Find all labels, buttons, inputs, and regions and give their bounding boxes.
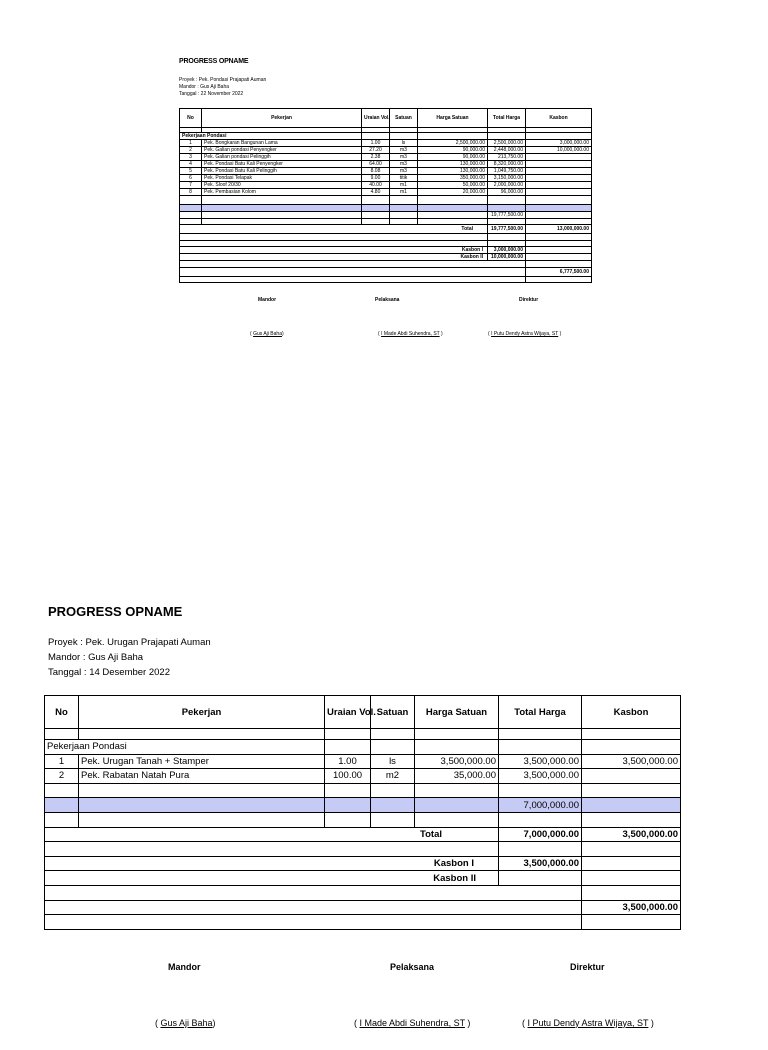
header-volume: Uraian Vol.: [325, 696, 371, 729]
signature-block: [44, 930, 680, 1050]
header-kasbon: Kasbon: [582, 696, 681, 729]
item-kasbon: [526, 161, 592, 168]
item-no: 8: [180, 189, 202, 196]
kasbon1-value: 3,000,000.00: [488, 247, 526, 254]
header-harga-satuan: Harga Satuan: [418, 109, 488, 128]
section-row: [45, 740, 681, 755]
header-no: No: [45, 696, 79, 729]
mandor-line: Mandor : Gus Aji Baha: [48, 652, 144, 663]
item-volume: 100.00: [325, 769, 371, 784]
item-name: Pek. Pembasian Kolom: [202, 189, 362, 196]
table-row: [180, 175, 592, 182]
total-label: Total: [45, 827, 499, 842]
document-meta: [179, 77, 591, 98]
kasbon2-label: Kasbon II: [45, 871, 499, 886]
item-total: 96,000.00: [488, 189, 526, 196]
total-kasbon-value: 3,500,000.00: [582, 827, 681, 842]
item-volume: 8.08: [362, 168, 390, 175]
pelaksana-name: I Made Abdi Suhendra, ST: [381, 331, 440, 337]
kasbon1-row: [180, 247, 592, 254]
kasbon1-value: 3,500,000.00: [499, 856, 582, 871]
header-volume: Uraian Vol.: [362, 109, 390, 128]
pelaksana-signature: ( I Made Abdi Suhendra, ST ): [354, 1017, 471, 1028]
item-price: 350,000.00: [418, 175, 488, 182]
kasbon1-row: [45, 856, 681, 871]
direktur-signature: ( I Putu Dendy Astra Wijaya, ST ): [522, 1017, 654, 1028]
item-volume: 9.00: [362, 175, 390, 182]
document-title: PROGRESS OPNAME: [179, 58, 249, 65]
item-name: Pek. Bongkaran Bangunan Lama: [202, 140, 362, 147]
kasbon2-label: Kasbon II: [180, 254, 488, 261]
header-kasbon: Kasbon: [526, 109, 592, 128]
table-row: [180, 189, 592, 196]
table-row: [180, 168, 592, 175]
direktur-name: I Putu Dendy Astra Wijaya, ST: [491, 331, 559, 337]
item-price: 90,000.00: [418, 147, 488, 154]
total-row: [45, 827, 681, 842]
opname-document-1: [179, 58, 591, 343]
date-line: Tanggal : 22 November 2022: [179, 91, 244, 97]
empty-row: [45, 783, 681, 798]
item-price: 35,000.00: [415, 769, 499, 784]
empty-row: [180, 276, 592, 283]
item-name: Pek. Urugan Tanah + Stamper: [79, 754, 325, 769]
empty-row: [180, 196, 592, 205]
direktur-heading: Direktur: [519, 297, 539, 303]
subtotal-row: [180, 211, 592, 218]
item-unit: ls: [390, 140, 418, 147]
item-name: Pek. Galian pondasi Pelinggih: [202, 154, 362, 161]
empty-row: [45, 842, 681, 857]
section-label: Pekerjaan Pondasi: [45, 740, 325, 755]
header-harga-satuan: Harga Satuan: [415, 696, 499, 729]
item-price: 50,000.00: [418, 182, 488, 189]
subtotal-value: 7,000,000.00: [499, 798, 582, 813]
item-total: 213,750.00: [488, 154, 526, 161]
mandor-signature: ( Gus Aji Baha): [250, 331, 284, 337]
mandor-name: Gus Aji Baha: [160, 1017, 213, 1028]
pelaksana-heading: Pelaksana: [390, 961, 435, 972]
header-no: No: [180, 109, 202, 128]
table-row: [180, 147, 592, 154]
empty-row: [45, 915, 681, 930]
header-pekerjan: Pekerjan: [202, 109, 362, 128]
header-total-harga: Total Harga: [499, 696, 582, 729]
date-line: Tanggal : 14 Desember 2022: [48, 667, 170, 678]
item-volume: 4.80: [362, 189, 390, 196]
item-kasbon: [526, 175, 592, 182]
item-name: Pek. Sloof 20/30: [202, 182, 362, 189]
header-pekerjan: Pekerjan: [79, 696, 325, 729]
table-row: [45, 769, 681, 784]
item-volume: 64.00: [362, 161, 390, 168]
item-volume: 40.00: [362, 182, 390, 189]
section-row: [180, 133, 592, 140]
kasbon2-row: [45, 871, 681, 886]
item-kasbon: 3,000,000.00: [526, 140, 592, 147]
item-no: 5: [180, 168, 202, 175]
item-name: Pek. Pondasi Telapak: [202, 175, 362, 182]
item-total: 3,500,000.00: [499, 754, 582, 769]
item-no: 3: [180, 154, 202, 161]
pelaksana-signature: ( I Made Abdi Suhendra, ST ): [378, 331, 443, 337]
item-unit: m2: [371, 769, 415, 784]
item-total: 8,320,000.00: [488, 161, 526, 168]
kasbon2-value: [499, 871, 582, 886]
total-value: 19,777,500.00: [488, 225, 526, 234]
item-total: 2,500,000.00: [488, 140, 526, 147]
item-no: 1: [45, 754, 79, 769]
item-no: 4: [180, 161, 202, 168]
item-price: 130,000.00: [418, 161, 488, 168]
item-kasbon: [526, 189, 592, 196]
item-unit: m1: [390, 182, 418, 189]
item-no: 7: [180, 182, 202, 189]
opname-document-2: [44, 604, 680, 1050]
pelaksana-name: I Made Abdi Suhendra, ST: [359, 1017, 465, 1028]
spacer-row: [45, 729, 681, 740]
item-price: 2,500,000.00: [418, 140, 488, 147]
balance-row: [180, 267, 592, 276]
item-total: 3,500,000.00: [499, 769, 582, 784]
item-total: 2,448,000.00: [488, 147, 526, 154]
mandor-signature: ( Gus Aji Baha): [155, 1017, 216, 1028]
total-label: Total: [180, 225, 488, 234]
table-row: [180, 154, 592, 161]
item-total: 2,000,000.00: [488, 182, 526, 189]
pelaksana-heading: Pelaksana: [375, 297, 400, 303]
balance-value: 3,500,000.00: [582, 900, 681, 915]
item-kasbon: 3,500,000.00: [582, 754, 681, 769]
subtotal-row: [45, 798, 681, 813]
direktur-signature: ( I Putu Dendy Astra Wijaya, ST ): [488, 331, 562, 337]
kasbon1-label: Kasbon I: [45, 856, 499, 871]
project-line: Proyek : Pek. Pondasi Prajapati Auman: [179, 77, 267, 83]
direktur-heading: Direktur: [570, 961, 605, 972]
item-unit: m3: [390, 168, 418, 175]
kasbon1-label: Kasbon I: [180, 247, 488, 254]
item-price: 90,000.00: [418, 154, 488, 161]
item-name: Pek. Galian pondasi Penyengker: [202, 147, 362, 154]
kasbon2-value: 10,000,000.00: [488, 254, 526, 261]
item-volume: 1.00: [325, 754, 371, 769]
balance-value: 6,777,500.00: [526, 267, 592, 276]
item-volume: 1.00: [362, 140, 390, 147]
item-unit: m1: [390, 189, 418, 196]
item-name: Pek. Pondasi Batu Kali Penyengker: [202, 161, 362, 168]
mandor-line: Mandor : Gus Aji Baha: [179, 84, 230, 90]
item-kasbon: 10,000,000.00: [526, 147, 592, 154]
header-satuan: Satuan: [390, 109, 418, 128]
kasbon2-row: [180, 254, 592, 261]
document-title: PROGRESS OPNAME: [48, 604, 183, 619]
opname-table: [44, 695, 681, 930]
project-line: Proyek : Pek. Urugan Prajapati Auman: [48, 637, 211, 648]
item-unit: m3: [390, 147, 418, 154]
item-price: 20,000.00: [418, 189, 488, 196]
header-satuan: Satuan: [371, 696, 415, 729]
empty-row: [45, 885, 681, 900]
empty-row: [45, 812, 681, 827]
signature-block: [179, 283, 591, 343]
item-unit: m3: [390, 154, 418, 161]
balance-row: [45, 900, 681, 915]
item-kasbon: [526, 182, 592, 189]
item-volume: 2.38: [362, 154, 390, 161]
mandor-name: Gus Aji Baha: [253, 331, 282, 337]
table-row: [45, 754, 681, 769]
item-volume: 27.20: [362, 147, 390, 154]
item-kasbon: [582, 769, 681, 784]
document-meta: [48, 635, 680, 680]
mandor-heading: Mandor: [258, 297, 277, 303]
item-no: 2: [45, 769, 79, 784]
direktur-name: I Putu Dendy Astra Wijaya, ST: [527, 1017, 649, 1028]
item-unit: m3: [390, 161, 418, 168]
item-unit: titik: [390, 175, 418, 182]
total-value: 7,000,000.00: [499, 827, 582, 842]
opname-table: [179, 108, 592, 283]
item-price: 3,500,000.00: [415, 754, 499, 769]
header-total-harga: Total Harga: [488, 109, 526, 128]
item-kasbon: [526, 168, 592, 175]
table-header-row: [45, 696, 681, 729]
item-no: 6: [180, 175, 202, 182]
item-no: 2: [180, 147, 202, 154]
table-row: [180, 161, 592, 168]
table-row: [180, 140, 592, 147]
mandor-heading: Mandor: [168, 961, 201, 972]
item-price: 130,000.00: [418, 168, 488, 175]
subtotal-value: 19,777,500.00: [488, 211, 526, 218]
item-name: Pek. Pondasi Batu Kali Pelinggih: [202, 168, 362, 175]
item-total: 1,049,750.00: [488, 168, 526, 175]
item-no: 1: [180, 140, 202, 147]
total-kasbon-value: 13,000,000.00: [526, 225, 592, 234]
item-kasbon: [526, 154, 592, 161]
table-row: [180, 182, 592, 189]
total-row: [180, 225, 592, 234]
section-label: Pekerjaan Pondasi: [180, 133, 362, 140]
item-unit: ls: [371, 754, 415, 769]
item-total: 3,150,000.00: [488, 175, 526, 182]
item-name: Pek. Rabatan Natah Pura: [79, 769, 325, 784]
table-header-row: [180, 109, 592, 128]
